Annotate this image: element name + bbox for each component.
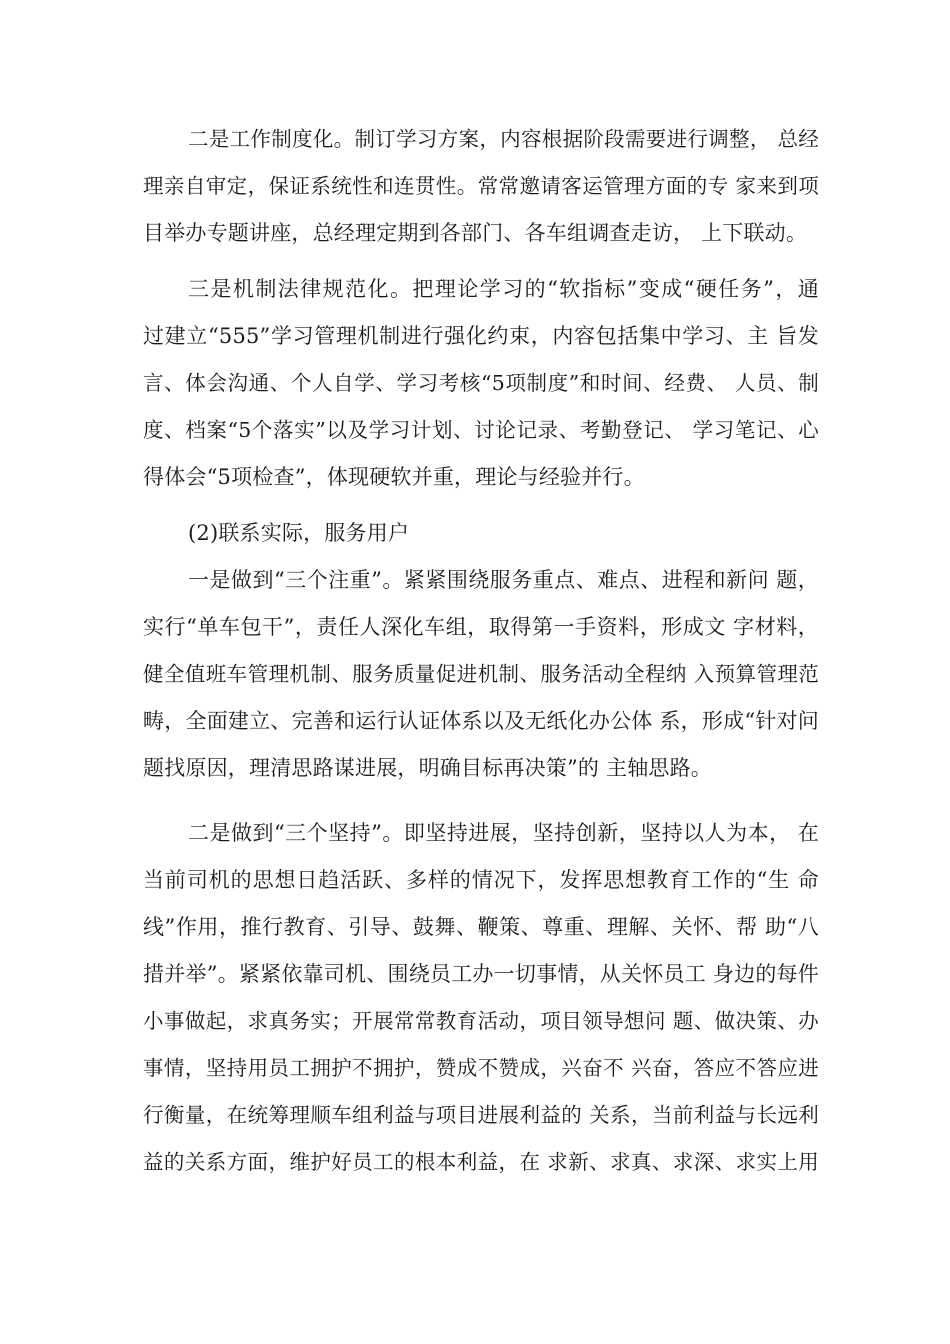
text-line: 线”作用，推行教育、引导、鼓舞、鞭策、尊重、理解、关怀、帮 助“八 [143, 915, 819, 939]
text-line: 题找原因，理清思路谋进展，明确目标再决策”的 主轴思路。 [143, 756, 713, 780]
text-line: 度、档案“5个落实”以及学习计划、讨论记录、考勤登记、 学习笔记、心 [143, 418, 819, 442]
text-line: 二是做到“三个坚持”。即坚持进展，坚持创新，坚持以人为本， 在 [188, 821, 819, 845]
text-line: 三是机制法律规范化。把理论学习的“软指标”变成“硬任务”，通 [188, 277, 819, 301]
text-line: 措并举”。紧紧依靠司机、围绕员工办一切事情，从关怀员工 身边的每件 [143, 962, 819, 986]
text-line: 行衡量，在统筹理顺车组利益与项目进展利益的 关系，当前利益与长远利 [143, 1103, 819, 1127]
text-line: 小事做起，求真务实；开展常常教育活动，项目领导想问 题、做决策、办 [143, 1009, 819, 1033]
text-line: 得体会“5项检查”，体现硬软并重，理论与经验并行。 [143, 465, 645, 489]
text-line: 目举办专题讲座，总经理定期到各部门、各车组调查走访， 上下联动。 [143, 221, 808, 245]
section-heading: (2)联系实际，服务用户 [188, 521, 410, 545]
text-line: 实行“单车包干”，责任人深化车组，取得第一手资料，形成文 字材料， [143, 615, 819, 639]
text-line: 言、体会沟通、个人自学、学习考核“5项制度”和时间、经费、 人员、制 [143, 371, 819, 395]
text-line: 当前司机的思想日趋活跃、多样的情况下，发挥思想教育工作的“生 命 [143, 868, 819, 892]
text-line: 事情，坚持用员工拥护不拥护，赞成不赞成，兴奋不 兴奋，答应不答应进 [143, 1056, 819, 1080]
text-line: 过建立“555”学习管理机制进行强化约束，内容包括集中学习、主 旨发 [143, 324, 819, 348]
text-line: 二是工作制度化。制订学习方案，内容根据阶段需要进行调整， 总经 [188, 127, 819, 151]
text-line: 健全值班车管理机制、服务质量促进机制、服务活动全程纳 入预算管理范 [143, 662, 819, 686]
text-line: 畴，全面建立、完善和运行认证体系以及无纸化办公体 系，形成“针对问 [143, 709, 819, 733]
text-line: 一是做到“三个注重”。紧紧围绕服务重点、难点、进程和新问 题， [188, 568, 819, 592]
text-line: 理亲自审定，保证系统性和连贯性。常常邀请客运管理方面的专 家来到项 [143, 174, 819, 198]
text-line: 益的关系方面，维护好员工的根本利益，在 求新、求真、求深、求实上用 [143, 1150, 819, 1174]
